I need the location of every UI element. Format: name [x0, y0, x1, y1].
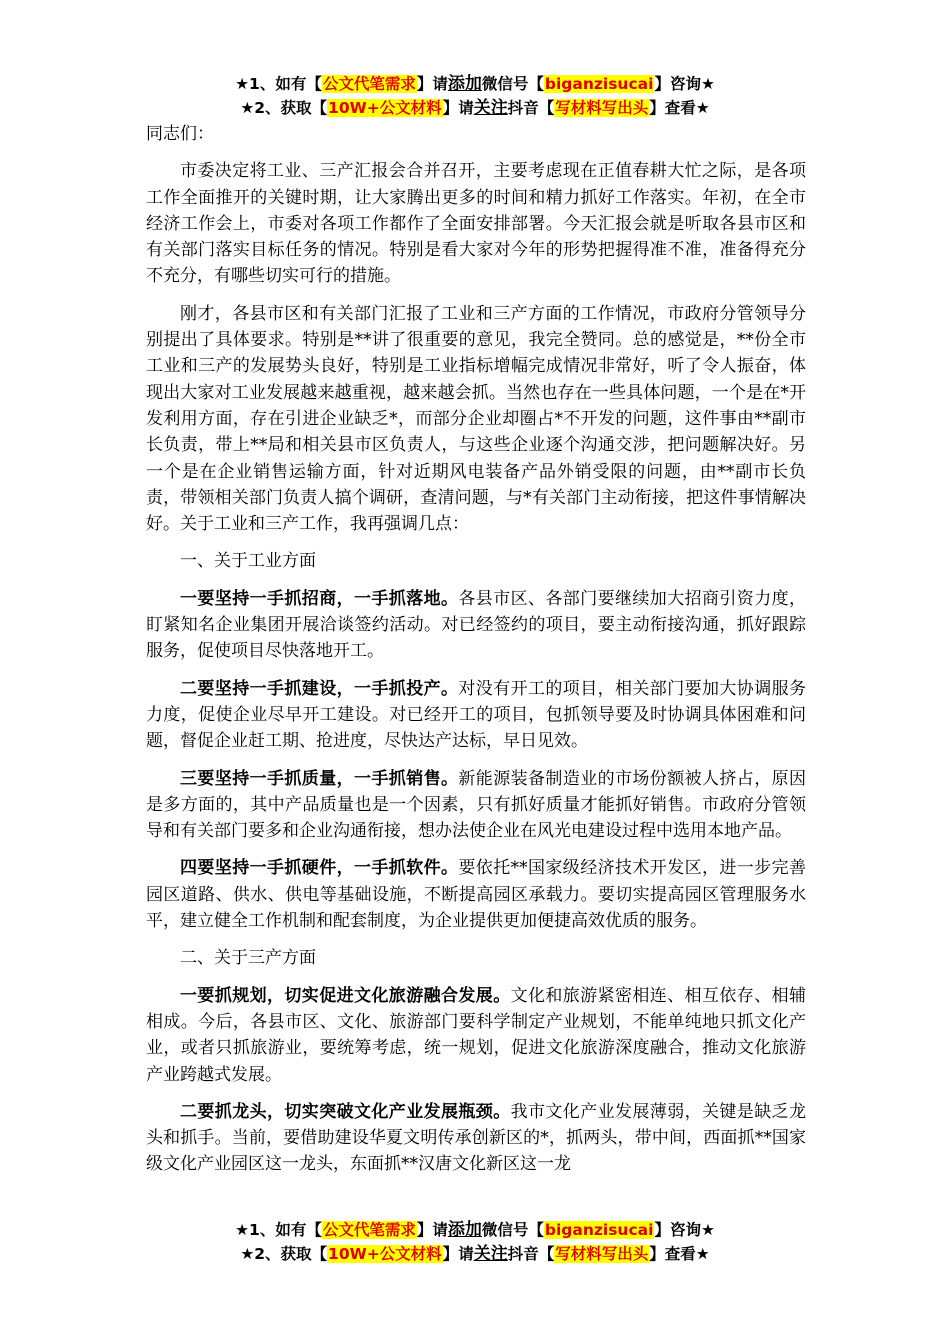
banner-line-1: ★1、如有【公文代笔需求】请添加微信号【biganzisucai】咨询★	[235, 1220, 715, 1240]
highlight-wechat-id: biganzisucai	[544, 1221, 654, 1239]
banner-line-2: ★2、获取【10W+公文材料】请关注抖音【写材料写出头】查看★	[240, 1244, 710, 1264]
highlight-ghostwriting: 公文代笔需求	[322, 75, 416, 93]
section-heading-industry: 一、关于工业方面	[180, 551, 316, 572]
tertiary-point-1: 一要抓规划，切实促进文化旅游融合发展。文化和旅游紧密相连、相互依存、相辅相成。今后，各县市区、文化、旅游部门要科学制定产业规划，不能单纯地只抓文化产业，或者只抓旅游业，要统筹考虑，统一规划，促进文化旅游深度融合，推动文化旅游产业跨越式发展。	[146, 985, 807, 1085]
industry-point-4: 四要坚持一手抓硬件，一手抓软件。要依托**国家级经济技术开发区，进一步完善园区道路、供水、供电等基础设施，不断提高园区承载力。要切实提高园区管理服务水平，建立健全工作机制和配套制度，为企业提供更加便捷高效优质的服务。	[146, 858, 807, 932]
document-body	[146, 121, 806, 1178]
highlight-wechat-id: biganzisucai	[544, 75, 654, 93]
highlight-douyin: 写材料写出头	[555, 1245, 649, 1263]
industry-point-3: 三要坚持一手抓质量，一手抓销售。新能源装备制造业的市场份额被人挤占，原因是多方面的，其中产品质量也是一个因素，只有抓好质量才能抓好销售。市政府分管领导和有关部门要多和企业沟通衔接，想办法使企业在风光电建设过程中选用本地产品。	[146, 768, 807, 842]
highlight-douyin: 写材料写出头	[555, 99, 649, 117]
banner-line-1: ★1、如有【公文代笔需求】请添加微信号【biganzisucai】咨询★	[235, 74, 715, 94]
tertiary-point-2: 二要抓龙头，切实突破文化产业发展瓶颈。我市文化产业发展薄弱，关键是缺乏龙头和抓手。当前，要借助建设华夏文明传承创新区的*，抓两头，带中间，西面抓**国家级文化产业园区这一龙头，东面抓**汉唐文化新区这一龙	[146, 1101, 807, 1175]
salutation: 同志们：	[146, 124, 214, 144]
industry-point-2: 二要坚持一手抓建设，一手抓投产。对没有开工的项目，相关部门要加大协调服务力度，促使企业尽早开工建设。对已经开工的项目，包抓领导要及时协调具体困难和问题，督促企业赶工期、抢进度，尽快达产达标，早日见效。	[146, 678, 807, 752]
section-heading-tertiary: 二、关于三产方面	[180, 948, 316, 969]
banner-line-2: ★2、获取【10W+公文材料】请关注抖音【写材料写出头】查看★	[240, 98, 710, 118]
paragraph-summary: 刚才，各县市区和有关部门汇报了工业和三产方面的工作情况，市政府分管领导分别提出了具体要求。特别是**讲了很重要的意见，我完全赞同。总的感觉是，**份全市工业和三产的发展势头良好，特别是工业指标增幅完成情况非常好，听了令人振奋，体现出大家对工业发展越来越重视，越来越会抓。当然也存在一些具体问题，一个是在*开发利用方面，存在引进企业缺乏*，而部分企业却圈占*不开发的问题，这件事由**副市长负责，带上**局和相关县市区负责人，与这些企业逐个沟通交涉，把问题解决好。另一个是在企业销售运输方面，针对近期风电装备产品外销受限的问题，由**副市长负责，带领相关部门负责人搞个调研，查清问题，与*有关部门主动衔接，把这件事情解决好。关于工业和三产工作，我再强调几点：	[146, 303, 806, 535]
highlight-materials: 10W+公文材料	[328, 1245, 442, 1263]
top-banner	[0, 72, 950, 120]
paragraph-intro: 市委决定将工业、三产汇报会合并召开，主要考虑现在正值春耕大忙之际，是各项工作全面推开的关键时期，让大家腾出更多的时间和精力抓好工作落实。年初，在全市经济工作会上，市委对各项工作都作了全面安排部署。今天汇报会就是听取各县市区和有关部门落实目标任务的情况。特别是看大家对今年的形势把握得准不准，准备得充分不充分，有哪些切实可行的措施。	[146, 161, 806, 287]
highlight-materials: 10W+公文材料	[328, 99, 442, 117]
bottom-banner	[0, 1218, 950, 1266]
industry-point-1: 一要坚持一手抓招商，一手抓落地。各县市区、各部门要继续加大招商引资力度，盯紧知名企业集团开展洽谈签约活动。对已经签约的项目，要主动衔接沟通，抓好跟踪服务，促使项目尽快落地开工。	[146, 588, 807, 662]
highlight-ghostwriting: 公文代笔需求	[322, 1221, 416, 1239]
